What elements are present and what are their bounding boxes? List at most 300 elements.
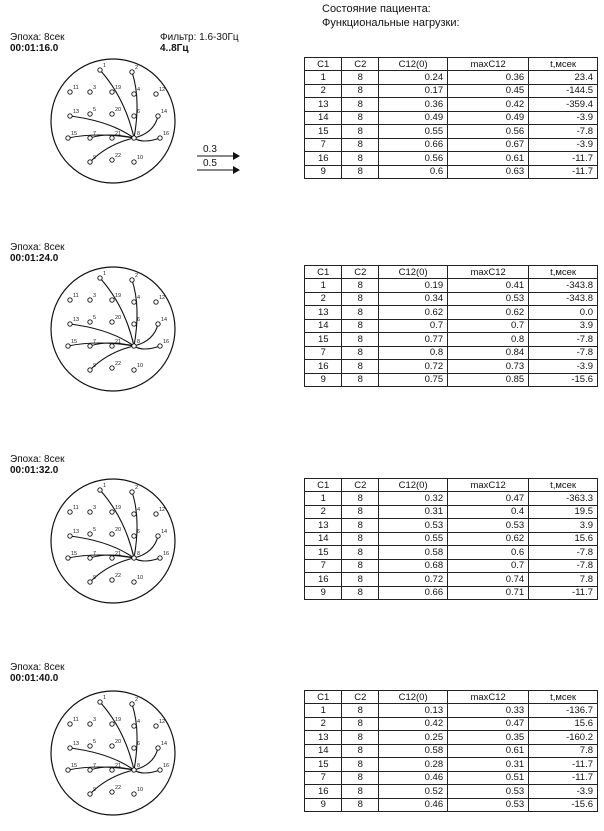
- electrode-label: 14: [161, 741, 168, 747]
- table-cell: 0.42: [379, 717, 448, 731]
- table-row: [305, 785, 598, 799]
- table-cell: -11.7: [529, 771, 598, 785]
- table-header-row: [305, 58, 598, 71]
- table-cell: 0.53: [448, 798, 529, 812]
- electrode-label: 3: [93, 85, 97, 91]
- table-cell: 0.36: [379, 98, 448, 112]
- column-header: C2: [342, 691, 379, 704]
- table-row: [305, 758, 598, 772]
- table-cell: 0.8: [379, 346, 448, 360]
- electrode-label: 10: [137, 575, 144, 581]
- table-cell: 8: [342, 758, 379, 772]
- electrode-dot: [132, 92, 136, 96]
- table-cell: -7.8: [529, 346, 598, 360]
- electrode-dot: [154, 724, 158, 728]
- electrode-label: 10: [137, 363, 144, 369]
- arrow-upper-label: 0.3: [203, 144, 217, 155]
- table-cell: 9: [305, 165, 342, 179]
- table-row: [305, 798, 598, 812]
- table-cell: 0.6: [448, 546, 529, 560]
- table-cell: 0.63: [448, 165, 529, 179]
- electrode-label: 4: [137, 87, 141, 93]
- electrode-label: 15: [71, 551, 78, 557]
- table-cell: 8: [342, 717, 379, 731]
- table-cell: 15: [305, 758, 342, 772]
- electrode-dot: [132, 160, 136, 164]
- electrode-label: 16: [163, 551, 170, 557]
- table-cell: -359.4: [529, 98, 598, 112]
- table-cell: -3.9: [529, 785, 598, 799]
- table-cell: 0.53: [379, 519, 448, 533]
- electrode-dot: [132, 768, 136, 772]
- column-header: C1: [305, 58, 342, 71]
- table-cell: 0.28: [379, 758, 448, 772]
- electrode-dot: [156, 746, 160, 750]
- electrode-label: 3: [93, 293, 97, 299]
- table-cell: 13: [305, 519, 342, 533]
- electrode-label: 20: [115, 739, 122, 745]
- table-cell: 0.31: [448, 758, 529, 772]
- table-cell: 7.8: [529, 744, 598, 758]
- table-cell: 8: [342, 586, 379, 600]
- table-cell: -15.6: [529, 798, 598, 812]
- table-cell: 0.85: [448, 373, 529, 387]
- electrode-dot: [132, 580, 136, 584]
- electrode-dot: [68, 322, 72, 326]
- table-cell: 0.7: [448, 319, 529, 333]
- table-header-row: [305, 691, 598, 704]
- electrode-label: 15: [71, 763, 78, 769]
- table-cell: 8: [342, 546, 379, 560]
- electrode-dot: [132, 322, 136, 326]
- electrode-dot: [68, 298, 72, 302]
- patient-state-label: Состояние пациента:: [322, 3, 431, 15]
- table-cell: 7: [305, 771, 342, 785]
- table-cell: 0.68: [379, 559, 448, 573]
- table-cell: 8: [342, 519, 379, 533]
- table-row: [305, 360, 598, 374]
- connection-line: [132, 280, 137, 346]
- electrode-dot: [110, 768, 114, 772]
- column-header: t,мсек: [529, 691, 598, 704]
- table-cell: -11.7: [529, 152, 598, 166]
- electrode-label: 5: [93, 739, 97, 745]
- table-cell: 0.33: [448, 704, 529, 718]
- electrode-label: 19: [115, 717, 122, 723]
- electrode-label: 22: [115, 361, 122, 367]
- table-cell: 8: [342, 785, 379, 799]
- electrode-dot: [132, 300, 136, 304]
- table-cell: 0.19: [379, 279, 448, 293]
- electrode-label: 19: [115, 293, 122, 299]
- electrode-label: 12: [159, 295, 166, 301]
- table-cell: -11.7: [529, 586, 598, 600]
- electrode-label: 9: [93, 363, 97, 369]
- table-cell: 14: [305, 532, 342, 546]
- electrode-dot: [88, 136, 92, 140]
- electrode-label: 20: [115, 107, 122, 113]
- filter-label: Фильтр: 1.6-30Гц: [160, 32, 239, 43]
- filter-band: 4..8Гц: [160, 43, 189, 54]
- column-header: C12(0): [379, 58, 448, 71]
- table-cell: 0.52: [379, 785, 448, 799]
- table-cell: 0.53: [448, 519, 529, 533]
- panel-4-table: [304, 690, 598, 812]
- table-cell: 0.74: [448, 573, 529, 587]
- table-row: [305, 346, 598, 360]
- table-cell: 0.35: [448, 731, 529, 745]
- electrode-dot: [110, 790, 114, 794]
- electrode-label: 14: [161, 529, 168, 535]
- table-cell: 0.41: [448, 279, 529, 293]
- electrode-dot: [98, 276, 102, 280]
- panel-2-head-map: [48, 264, 178, 394]
- table-cell: 8: [342, 360, 379, 374]
- electrode-label: 10: [137, 155, 144, 161]
- electrode-dot: [110, 722, 114, 726]
- panel-2-table: [304, 265, 598, 387]
- table-cell: 8: [342, 111, 379, 125]
- table-cell: -343.8: [529, 279, 598, 293]
- electrode-label: 22: [115, 573, 122, 579]
- table-row: [305, 505, 598, 519]
- table-cell: -7.8: [529, 125, 598, 139]
- table-cell: 8: [342, 744, 379, 758]
- table-row: [305, 84, 598, 98]
- electrode-dot: [154, 300, 158, 304]
- connection-line: [134, 346, 160, 349]
- electrode-label: 22: [115, 785, 122, 791]
- table-row: [305, 306, 598, 320]
- table-cell: 19.5: [529, 505, 598, 519]
- table-cell: 15: [305, 333, 342, 347]
- table-cell: -3.9: [529, 111, 598, 125]
- electrode-dot: [88, 722, 92, 726]
- table-cell: 8: [342, 492, 379, 506]
- table-cell: 0.62: [379, 306, 448, 320]
- table-cell: 0.34: [379, 292, 448, 306]
- table-cell: 1: [305, 279, 342, 293]
- table-cell: 8: [342, 731, 379, 745]
- table-cell: 0.77: [379, 333, 448, 347]
- table-cell: 0.62: [448, 306, 529, 320]
- table-cell: 0.75: [379, 373, 448, 387]
- electrode-dot: [158, 136, 162, 140]
- table-row: [305, 704, 598, 718]
- electrode-dot: [110, 90, 114, 94]
- table-cell: 8: [342, 559, 379, 573]
- table-cell: 8: [342, 165, 379, 179]
- table-cell: 0.46: [379, 798, 448, 812]
- table-row: [305, 333, 598, 347]
- table-cell: 16: [305, 785, 342, 799]
- table-cell: 7.8: [529, 573, 598, 587]
- electrode-dot: [156, 114, 160, 118]
- table-cell: 7: [305, 138, 342, 152]
- electrode-label: 9: [93, 787, 97, 793]
- table-cell: 0.71: [448, 586, 529, 600]
- electrode-dot: [132, 792, 136, 796]
- electrode-dot: [68, 722, 72, 726]
- table-cell: 8: [342, 138, 379, 152]
- table-cell: -363.3: [529, 492, 598, 506]
- table-cell: 0.66: [379, 138, 448, 152]
- column-header: C12(0): [379, 266, 448, 279]
- electrode-label: 13: [73, 109, 80, 115]
- table-row: [305, 125, 598, 139]
- table-cell: 8: [342, 373, 379, 387]
- electrode-label: 6: [137, 741, 141, 747]
- connection-line: [134, 138, 160, 141]
- electrode-label: 20: [115, 315, 122, 321]
- table-cell: 0.58: [379, 744, 448, 758]
- panel-1-table: [304, 57, 598, 179]
- electrode-label: 8: [137, 131, 141, 137]
- column-header: C2: [342, 266, 379, 279]
- connection-line: [132, 72, 137, 138]
- table-cell: -160.2: [529, 731, 598, 745]
- table-cell: 16: [305, 360, 342, 374]
- electrode-dot: [68, 746, 72, 750]
- table-cell: 0.46: [379, 771, 448, 785]
- table-cell: 0.58: [379, 546, 448, 560]
- table-cell: 8: [342, 279, 379, 293]
- table-cell: 1: [305, 71, 342, 85]
- table-cell: 0.62: [448, 532, 529, 546]
- panel-4-head-map: [48, 688, 178, 818]
- panel-2-time: 00:01:24.0: [10, 253, 59, 264]
- panel-3-time: 00:01:32.0: [10, 465, 59, 476]
- electrode-dot: [88, 90, 92, 94]
- electrode-label: 19: [115, 85, 122, 91]
- electrode-dot: [88, 344, 92, 348]
- electrode-dot: [98, 68, 102, 72]
- table-cell: 0.56: [448, 125, 529, 139]
- electrode-label: 4: [137, 295, 141, 301]
- electrode-dot: [130, 70, 134, 74]
- electrode-label: 13: [73, 529, 80, 535]
- electrode-label: 9: [93, 155, 97, 161]
- electrode-dot: [132, 368, 136, 372]
- panel-1-head-map: [48, 56, 178, 186]
- electrode-label: 12: [159, 507, 166, 513]
- table-cell: 0.61: [448, 744, 529, 758]
- electrode-dot: [88, 160, 92, 164]
- table-row: [305, 559, 598, 573]
- table-cell: 0.47: [448, 717, 529, 731]
- electrode-label: 8: [137, 339, 141, 345]
- table-cell: 7: [305, 346, 342, 360]
- table-cell: 0.53: [448, 292, 529, 306]
- table-cell: 14: [305, 744, 342, 758]
- electrode-label: 1: [103, 63, 107, 69]
- column-header: C2: [342, 58, 379, 71]
- table-cell: 8: [342, 125, 379, 139]
- table-cell: -11.7: [529, 758, 598, 772]
- table-cell: 2: [305, 505, 342, 519]
- connection-line: [132, 704, 137, 770]
- table-row: [305, 292, 598, 306]
- electrode-label: 11: [73, 505, 79, 511]
- table-cell: 0.36: [448, 71, 529, 85]
- electrode-label: 12: [159, 87, 166, 93]
- electrode-dot: [88, 556, 92, 560]
- connection-line: [132, 492, 137, 558]
- table-cell: 0.4: [448, 505, 529, 519]
- table-cell: 8: [342, 532, 379, 546]
- electrode-dot: [158, 768, 162, 772]
- electrode-dot: [130, 702, 134, 706]
- column-header: C1: [305, 266, 342, 279]
- table-cell: 0.0: [529, 306, 598, 320]
- table-cell: 0.8: [448, 333, 529, 347]
- table-cell: 1: [305, 704, 342, 718]
- electrode-label: 7: [93, 551, 97, 557]
- table-row: [305, 98, 598, 112]
- electrode-label: 5: [93, 315, 97, 321]
- table-cell: 0.72: [379, 573, 448, 587]
- table-cell: 8: [342, 798, 379, 812]
- electrode-label: 3: [93, 717, 97, 723]
- table-cell: 0.7: [379, 319, 448, 333]
- table-header-row: [305, 479, 598, 492]
- table-cell: -3.9: [529, 360, 598, 374]
- table-cell: -7.8: [529, 559, 598, 573]
- connection-line: [134, 558, 160, 561]
- electrode-dot: [98, 700, 102, 704]
- electrode-label: 16: [163, 131, 170, 137]
- panel-4-time: 00:01:40.0: [10, 673, 59, 684]
- electrode-label: 10: [137, 787, 144, 793]
- electrode-label: 1: [103, 483, 107, 489]
- electrode-dot: [110, 532, 114, 536]
- table-cell: 9: [305, 586, 342, 600]
- electrode-label: 22: [115, 153, 122, 159]
- table-cell: 0.53: [448, 785, 529, 799]
- table-cell: 8: [342, 505, 379, 519]
- table-row: [305, 111, 598, 125]
- table-cell: 0.55: [379, 532, 448, 546]
- electrode-dot: [110, 510, 114, 514]
- electrode-dot: [132, 512, 136, 516]
- electrode-dot: [68, 510, 72, 514]
- table-row: [305, 492, 598, 506]
- table-cell: 0.67: [448, 138, 529, 152]
- table-row: [305, 586, 598, 600]
- column-header: C1: [305, 691, 342, 704]
- electrode-dot: [132, 114, 136, 118]
- electrode-dot: [110, 320, 114, 324]
- electrode-label: 2: [135, 697, 139, 703]
- electrode-dot: [110, 136, 114, 140]
- table-cell: 0.49: [379, 111, 448, 125]
- electrode-label: 6: [137, 317, 141, 323]
- table-cell: 15.6: [529, 717, 598, 731]
- table-cell: 15: [305, 125, 342, 139]
- arrows-graphic: [195, 146, 241, 178]
- electrode-dot: [156, 322, 160, 326]
- table-cell: 8: [342, 333, 379, 347]
- electrode-label: 2: [135, 65, 139, 71]
- table-cell: 0.45: [448, 84, 529, 98]
- table-cell: 15.6: [529, 532, 598, 546]
- electrode-dot: [110, 366, 114, 370]
- electrode-dot: [154, 512, 158, 516]
- table-cell: 0.66: [379, 586, 448, 600]
- table-cell: 0.73: [448, 360, 529, 374]
- electrode-label: 15: [71, 131, 78, 137]
- table-cell: 0.7: [448, 559, 529, 573]
- table-cell: 0.72: [379, 360, 448, 374]
- electrode-dot: [88, 112, 92, 116]
- electrode-dot: [110, 556, 114, 560]
- electrode-label: 8: [137, 551, 141, 557]
- electrode-label: 9: [93, 575, 97, 581]
- table-row: [305, 532, 598, 546]
- table-cell: 0.84: [448, 346, 529, 360]
- electrode-label: 7: [93, 131, 97, 137]
- electrode-dot: [88, 532, 92, 536]
- table-row: [305, 717, 598, 731]
- table-cell: 1: [305, 492, 342, 506]
- electrode-dot: [88, 768, 92, 772]
- functional-loads-label: Функциональные нагрузки:: [322, 17, 460, 29]
- electrode-dot: [132, 724, 136, 728]
- column-header: t,мсек: [529, 479, 598, 492]
- electrode-dot: [66, 344, 70, 348]
- table-cell: 14: [305, 111, 342, 125]
- table-cell: 0.25: [379, 731, 448, 745]
- column-header: t,мсек: [529, 58, 598, 71]
- electrode-label: 19: [115, 505, 122, 511]
- electrode-label: 5: [93, 527, 97, 533]
- electrode-dot: [68, 534, 72, 538]
- electrode-label: 21: [115, 551, 122, 557]
- table-cell: 9: [305, 373, 342, 387]
- table-cell: 0.47: [448, 492, 529, 506]
- panel-1-epoch: Эпоха: 8сек: [10, 32, 65, 43]
- electrode-dot: [158, 556, 162, 560]
- table-row: [305, 731, 598, 745]
- electrode-label: 4: [137, 719, 141, 725]
- table-row: [305, 744, 598, 758]
- table-cell: 8: [342, 98, 379, 112]
- table-cell: 0.51: [448, 771, 529, 785]
- electrode-dot: [154, 92, 158, 96]
- panel-2-epoch: Эпоха: 8сек: [10, 242, 65, 253]
- electrode-label: 2: [135, 273, 139, 279]
- electrode-label: 21: [115, 763, 122, 769]
- electrode-dot: [88, 792, 92, 796]
- electrode-label: 13: [73, 741, 80, 747]
- table-cell: 16: [305, 573, 342, 587]
- electrode-dot: [132, 534, 136, 538]
- electrode-dot: [132, 556, 136, 560]
- electrode-label: 16: [163, 339, 170, 345]
- electrode-dot: [88, 744, 92, 748]
- electrode-label: 14: [161, 109, 168, 115]
- panel-3-table: [304, 478, 598, 600]
- table-cell: 9: [305, 798, 342, 812]
- table-row: [305, 71, 598, 85]
- electrode-dot: [66, 556, 70, 560]
- table-cell: 8: [342, 346, 379, 360]
- table-row: [305, 165, 598, 179]
- electrode-dot: [88, 368, 92, 372]
- table-cell: 23.4: [529, 71, 598, 85]
- table-cell: 0.31: [379, 505, 448, 519]
- electrode-dot: [66, 136, 70, 140]
